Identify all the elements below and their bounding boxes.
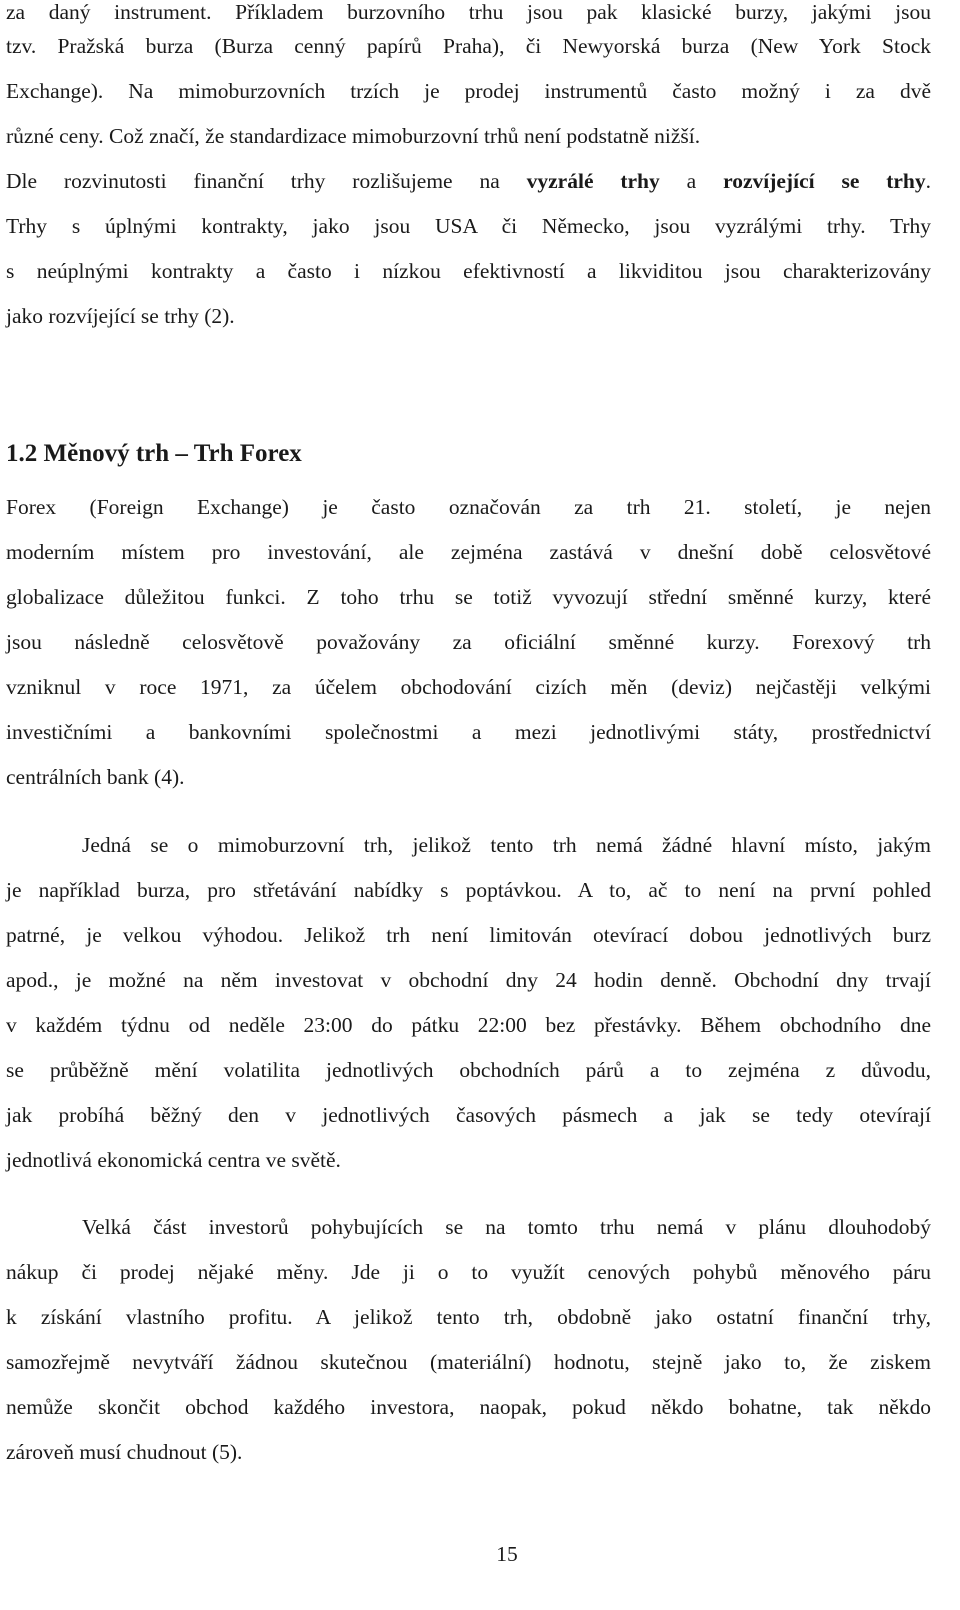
- text-line: tzv. Pražská burza (Burza cenný papírů Praha), či Newyorská burza (New York Stock: [6, 34, 931, 58]
- text-line: Jedná se o mimoburzovní trh, jelikož tento trh nemá žádné hlavní místo, jakým: [82, 833, 931, 857]
- text-line: Forex (Foreign Exchange) je často označován za trh 21. století, je nejen: [6, 495, 931, 519]
- text-line: v každém týdnu od neděle 23:00 do pátku 22:00 bez přestávky. Během obchodního dne: [6, 1013, 931, 1037]
- text-line: patrné, je velkou výhodou. Jelikož trh není limitován otevírací dobou jednotlivých burz: [6, 923, 931, 947]
- text-line: jednotlivá ekonomická centra ve světě.: [6, 1148, 341, 1172]
- text-line: k získání vlastního profitu. A jelikož tento trh, obdobně jako ostatní finanční trhy,: [6, 1305, 931, 1329]
- text-line: za daný instrument. Příkladem burzovního trhu jsou pak klasické burzy, jakými jsou: [6, 0, 931, 24]
- text-line: nákup či prodej nějaké měny. Jde ji o to využít cenových pohybů měnového páru: [6, 1260, 931, 1284]
- text-line: se průběžně mění volatilita jednotlivých obchodních párů a to zejména z důvodu,: [6, 1058, 931, 1082]
- text-line: moderním místem pro investování, ale zejména zastává v dnešní době celosvětové: [6, 540, 931, 564]
- text-line: nemůže skončit obchod každého investora, naopak, pokud někdo bohatne, tak někdo: [6, 1395, 931, 1419]
- text-line: Trhy s úplnými kontrakty, jako jsou USA či Německo, jsou vyzrálými trhy. Trhy: [6, 214, 931, 238]
- text-line: vzniknul v roce 1971, za účelem obchodování cizích měn (deviz) nejčastěji velkými: [6, 675, 931, 699]
- bold-term: vyzrálé trhy: [526, 169, 660, 193]
- text-line: Exchange). Na mimoburzovních trzích je prodej instrumentů často možný i za dvě: [6, 79, 931, 103]
- text-line: centrálních bank (4).: [6, 765, 185, 789]
- text-line: různé ceny. Což značí, že standardizace mimoburzovní trhů není podstatně nižší.: [6, 124, 701, 148]
- text-line: je například burza, pro střetávání nabídky s poptávkou. A to, ač to není na první pohled: [6, 878, 931, 902]
- text-line: samozřejmě nevytváří žádnou skutečnou (materiální) hodnotu, stejně jako to, že ziskem: [6, 1350, 931, 1374]
- text-line: zároveň musí chudnout (5).: [6, 1440, 243, 1464]
- section-heading: 1.2 Měnový trh – Trh Forex: [6, 440, 302, 467]
- text-line: jsou následně celosvětově považovány za oficiální směnné kurzy. Forexový trh: [6, 630, 931, 654]
- text-line: Velká část investorů pohybujících se na tomto trhu nemá v plánu dlouhodobý: [82, 1215, 931, 1239]
- text-line: investičními a bankovními společnostmi a mezi jednotlivými státy, prostřednictví: [6, 720, 931, 744]
- text-line: Dle rozvinutosti finanční trhy rozlišujeme na vyzrálé trhy a rozvíjející se trhy.: [6, 169, 932, 193]
- text-line: s neúplnými kontrakty a často i nízkou efektivností a likviditou jsou charakterizovány: [6, 259, 931, 283]
- text-line: apod., je možné na něm investovat v obchodní dny 24 hodin denně. Obchodní dny trvají: [6, 968, 931, 992]
- page-number: 15: [496, 1542, 518, 1566]
- text-line: globalizace důležitou funkci. Z toho trhu se totiž vyvozují střední směnné kurzy, které: [6, 585, 931, 609]
- text-line: jako rozvíjející se trhy (2).: [6, 304, 235, 328]
- text-line: jak probíhá běžný den v jednotlivých časových pásmech a jak se tedy otevírají: [6, 1103, 931, 1127]
- bold-term: rozvíjející se trhy: [723, 169, 926, 193]
